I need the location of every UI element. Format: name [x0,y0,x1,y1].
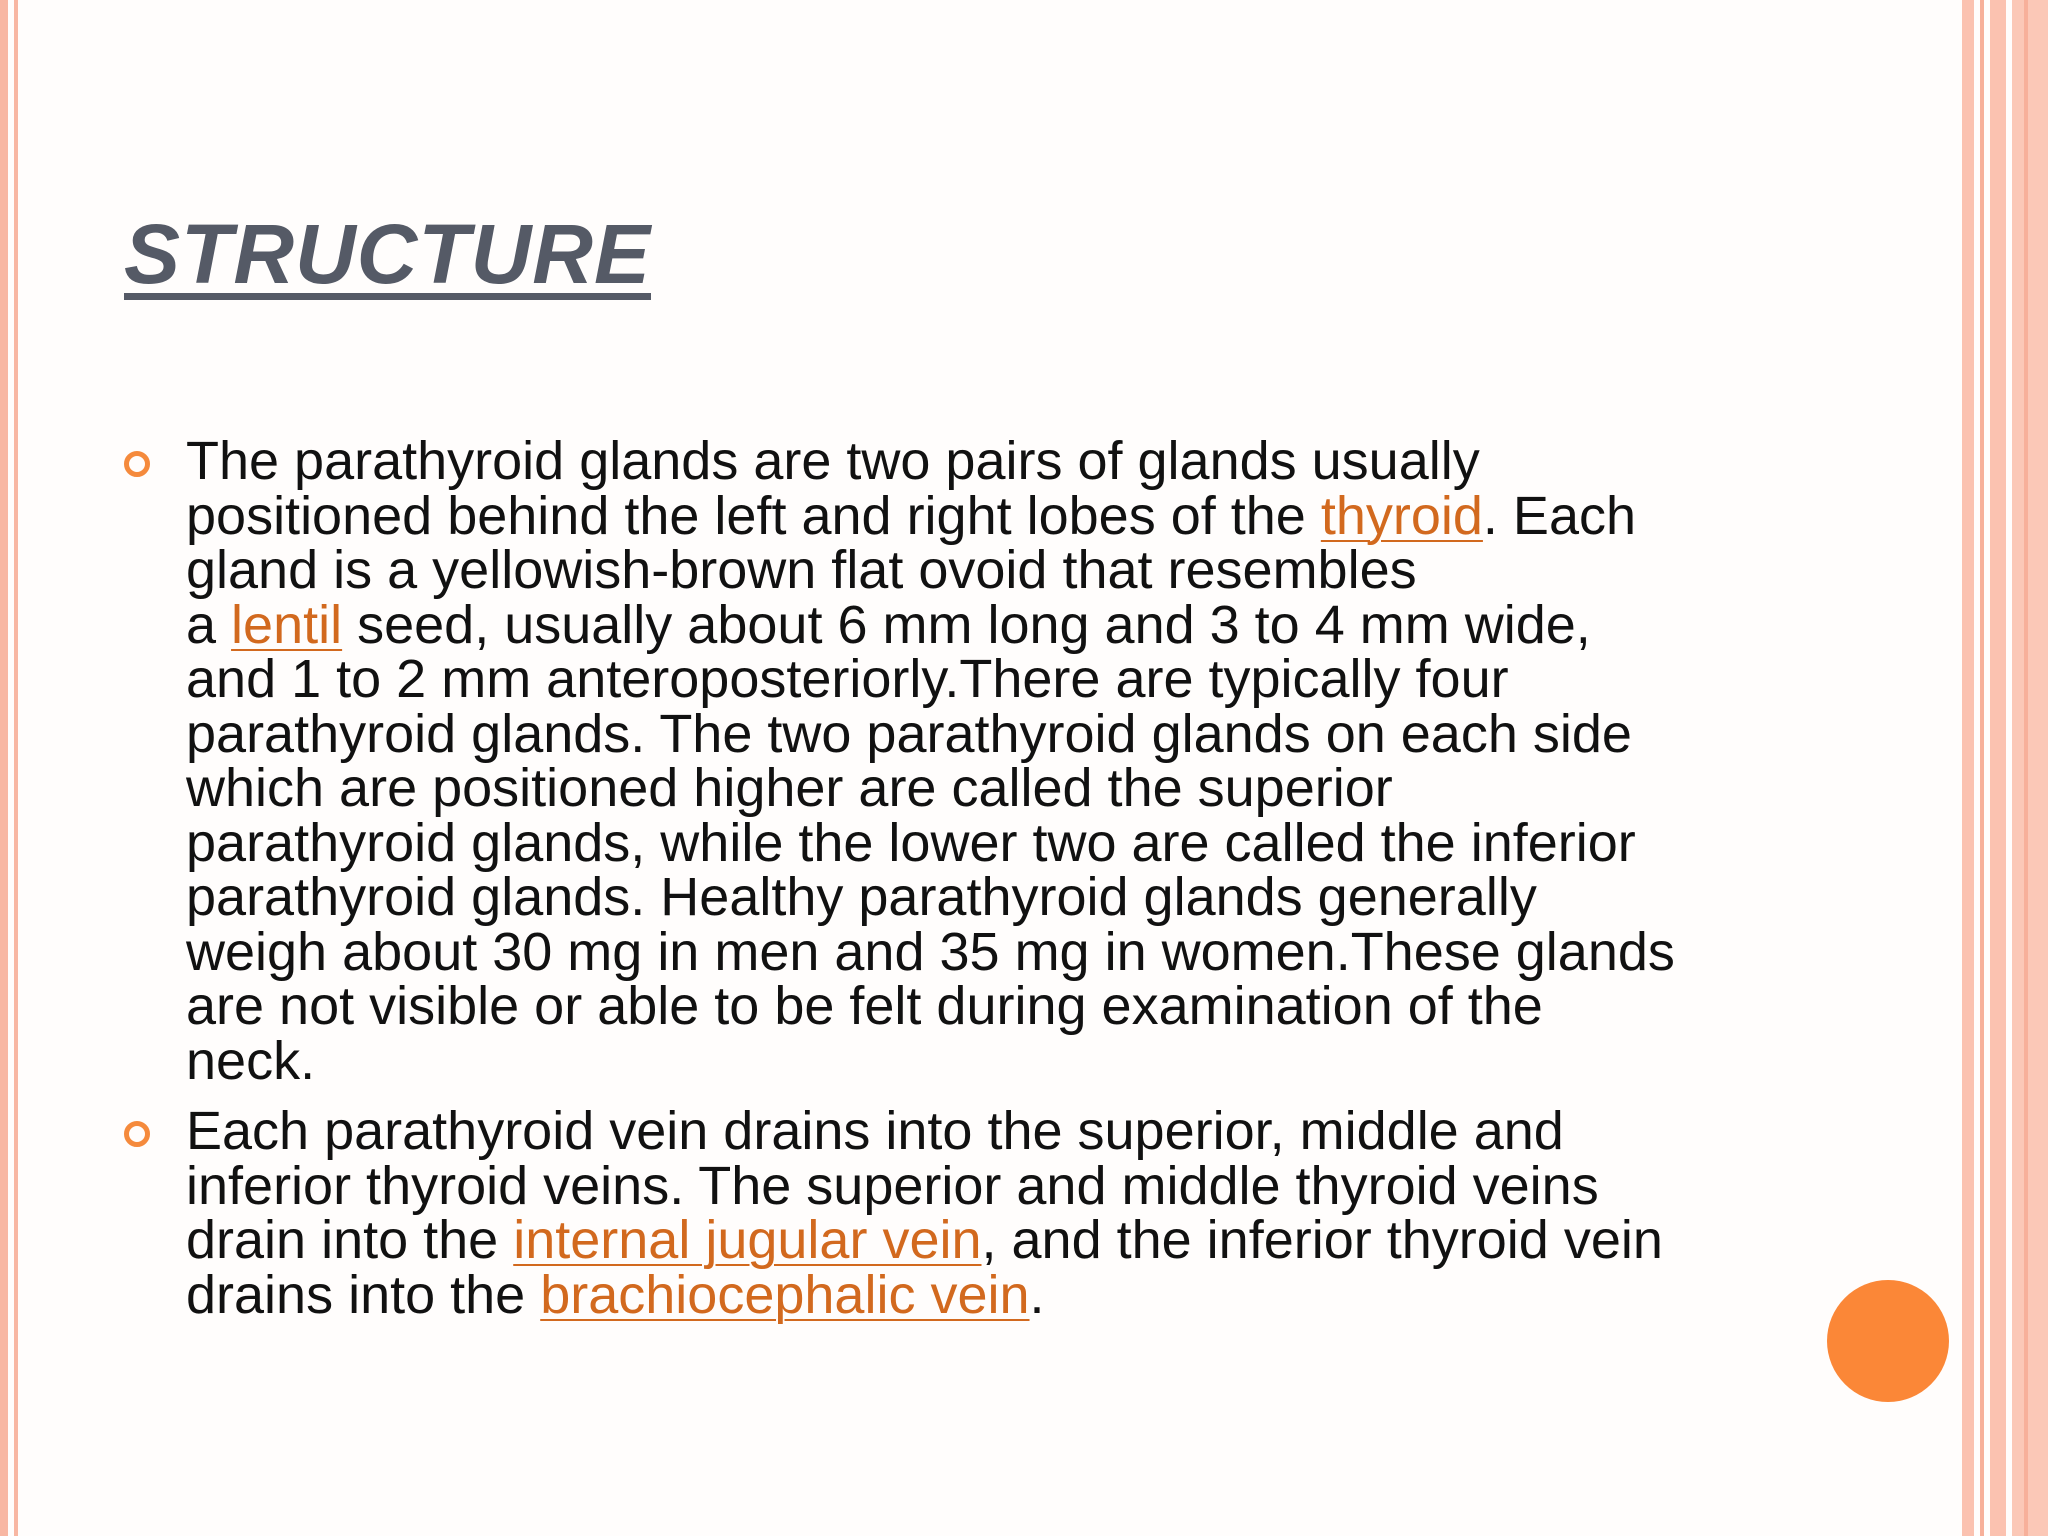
link-internal-jugular-vein[interactable]: internal jugular vein [513,1210,982,1270]
bullet-text: parathyroid glands, while the lower two are called the inferior [186,812,1636,873]
left-border-line-inner [14,0,18,1536]
bullet-line [186,867,1764,927]
bullet-text: seed, usually about 6 mm long and 3 to 4 mm wide, [342,594,1591,655]
bullet-text: which are positioned higher are called the superior [186,758,1393,818]
bullet-text: gland is a yellowish-brown flat ovoid that resembles [186,540,1417,600]
bullet-line [186,758,1764,818]
bullet-text: a [186,594,232,655]
hollow-circle-bullet-icon [124,451,150,477]
bullet-line [186,431,1764,491]
orange-circle-decoration [1827,1280,1949,1402]
bullet-line [186,649,1764,709]
bullet-text: inferior thyroid veins. The superior and middle thyroid veins [186,1155,1599,1216]
bullet-line [186,1155,1764,1216]
right-border-stripe [2012,0,2048,1536]
bullet-text: weigh about 30 mg in men and 35 mg in women.These glands [186,921,1675,982]
bullet-line [186,1210,1764,1270]
bullet-text: parathyroid glands. The two parathyroid glands on each side [186,703,1632,764]
bullet-line [186,485,1764,546]
right-border-stripe [1990,0,2006,1536]
bullet-list [124,431,1764,1338]
bullet-line [186,703,1764,764]
right-border-stripe [1980,0,1984,1536]
bullet-text: neck. [186,1030,316,1091]
bullet-line [186,812,1764,873]
bullet-text: drain into the [186,1210,514,1270]
bullet-text: The parathyroid glands are two pairs of glands usually [186,431,1480,491]
bullet-text: , and the inferior thyroid vein [981,1210,1663,1270]
bullet-line [186,1101,1764,1161]
bullet-line [186,540,1764,600]
link-lentil[interactable]: lentil [231,594,343,655]
link-brachiocephalic-vein[interactable]: brachiocephalic vein [540,1264,1030,1325]
bullet-line [186,976,1764,1036]
right-border-stripe [2024,0,2028,1536]
bullet-text: . [1029,1264,1045,1325]
hollow-circle-bullet-icon [124,1121,150,1147]
left-border-line [0,0,8,1536]
bullet-text: and 1 to 2 mm anteroposteriorly.There are typically four [186,649,1509,709]
bullet-line [186,594,1764,655]
bullet-item [124,431,1764,1091]
bullet-text: drains into the [186,1264,541,1325]
link-thyroid[interactable]: thyroid [1320,485,1483,546]
bullet-text: Each parathyroid vein drains into the superior, middle and [186,1101,1564,1161]
slide-title: STRUCTURE [124,207,651,301]
bullet-text: . Each [1482,485,1637,546]
bullet-text: positioned behind the left and right lobes of the [186,485,1321,546]
bullet-text: parathyroid glands. Healthy parathyroid glands generally [186,867,1537,927]
bullet-item [124,1101,1764,1325]
bullet-text: are not visible or able to be felt during examination of the [186,976,1543,1036]
bullet-line [186,1030,1764,1091]
bullet-line [186,921,1764,982]
bullet-line [186,1264,1764,1325]
right-border-stripe [1962,0,1974,1536]
